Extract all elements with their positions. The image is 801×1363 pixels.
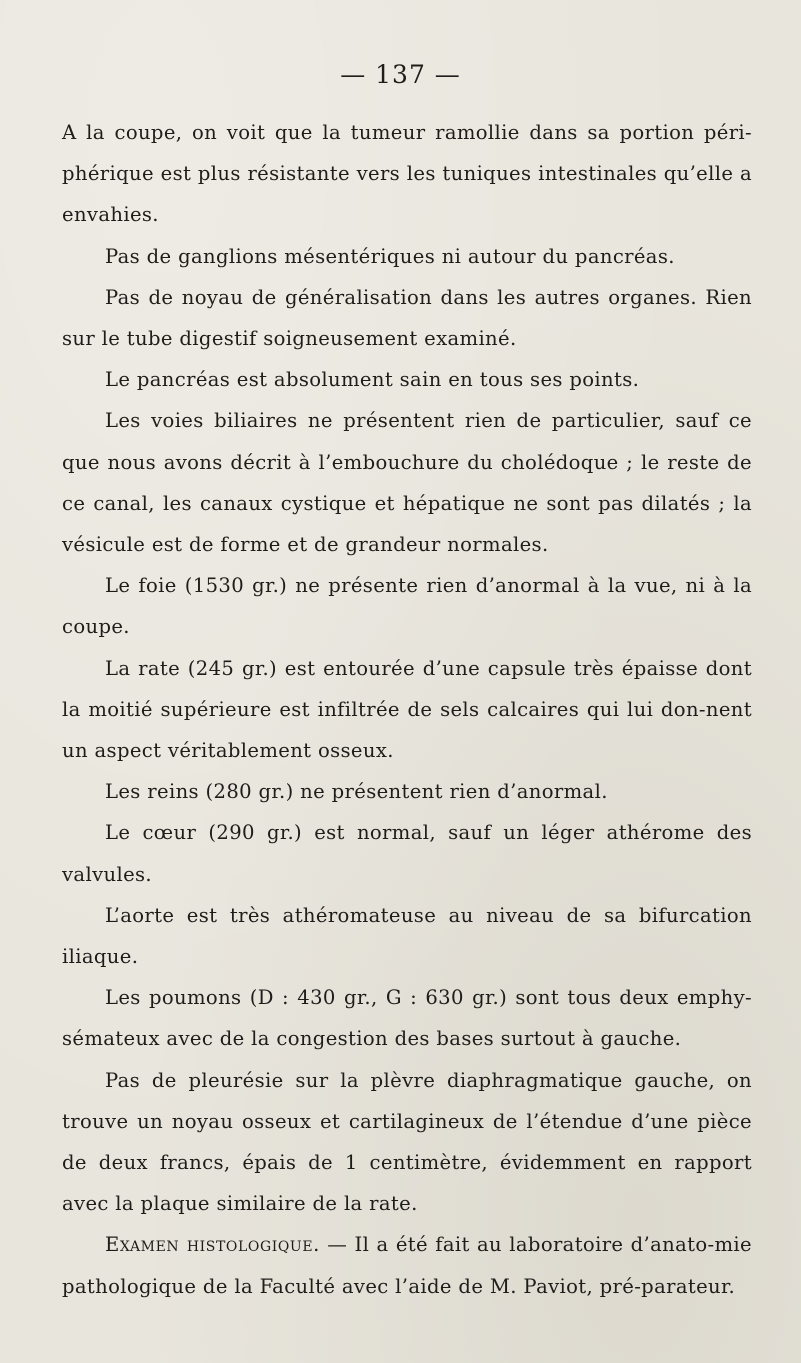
body-text bbox=[62, 112, 752, 1307]
paragraph: L’aorte est très athéromateuse au niveau de sa bifurcation iliaque. bbox=[62, 903, 752, 969]
paragraph: Pas de noyau de généralisation dans les autres organes. Rien sur le tube digestif soigneusement examiné. bbox=[62, 285, 752, 351]
paragraph: A la coupe, on voit que la tumeur ramollie dans sa portion péri-phérique est plus résistante vers les tuniques intestinales qu’elle a envahies. bbox=[62, 121, 752, 227]
paragraph-examen bbox=[62, 1224, 752, 1306]
paragraph: Le foie (1530 gr.) ne présente rien d’anormal à la vue, ni à la coupe. bbox=[62, 574, 752, 639]
paragraph-text: — Il a été fait au laboratoire d’anato-mie pathologique de la Faculté avec l’aide de M. Paviot, pré-parateur. bbox=[62, 1233, 752, 1298]
paragraph: Le pancréas est absolument sain en tous ses points. bbox=[105, 368, 640, 392]
paragraph: Les reins (280 gr.) ne présentent rien d’anormal. bbox=[105, 780, 608, 804]
paragraph: Les voies biliaires ne présentent rien de particulier, sauf ce que nous avons décrit à l’embouchure du cholédoque ; le reste de ce canal, les canaux cystique et hépatique ne sont pas dilatés ; la vésicule est de forme et de grandeur normales. bbox=[62, 409, 752, 557]
paragraph: Pas de pleurésie sur la plèvre diaphragmatique gauche, on trouve un noyau osseux et cartilagineux de l’étendue d’une pièce de deux francs, épais de 1 centimètre, évidemment en rapport avec la plaque similaire de la rate. bbox=[62, 1068, 752, 1216]
paragraph: Les poumons (D : 430 gr., G : 630 gr.) sont tous deux emphy-sémateux avec de la congestion des bases surtout à gauche. bbox=[62, 986, 752, 1051]
section-heading: Examen histologique. bbox=[105, 1233, 320, 1257]
paragraph: Pas de ganglions mésentériques ni autour du pancréas. bbox=[105, 244, 675, 268]
paragraph: La rate (245 gr.) est entourée d’une capsule très épaisse dont la moitié supérieure est infiltrée de sels calcaires qui lui don-nent un aspect véritablement osseux. bbox=[62, 656, 752, 763]
paragraph: Le cœur (290 gr.) est normal, sauf un léger athérome des valvules. bbox=[62, 821, 752, 886]
page-number: — 137 — bbox=[340, 60, 461, 89]
